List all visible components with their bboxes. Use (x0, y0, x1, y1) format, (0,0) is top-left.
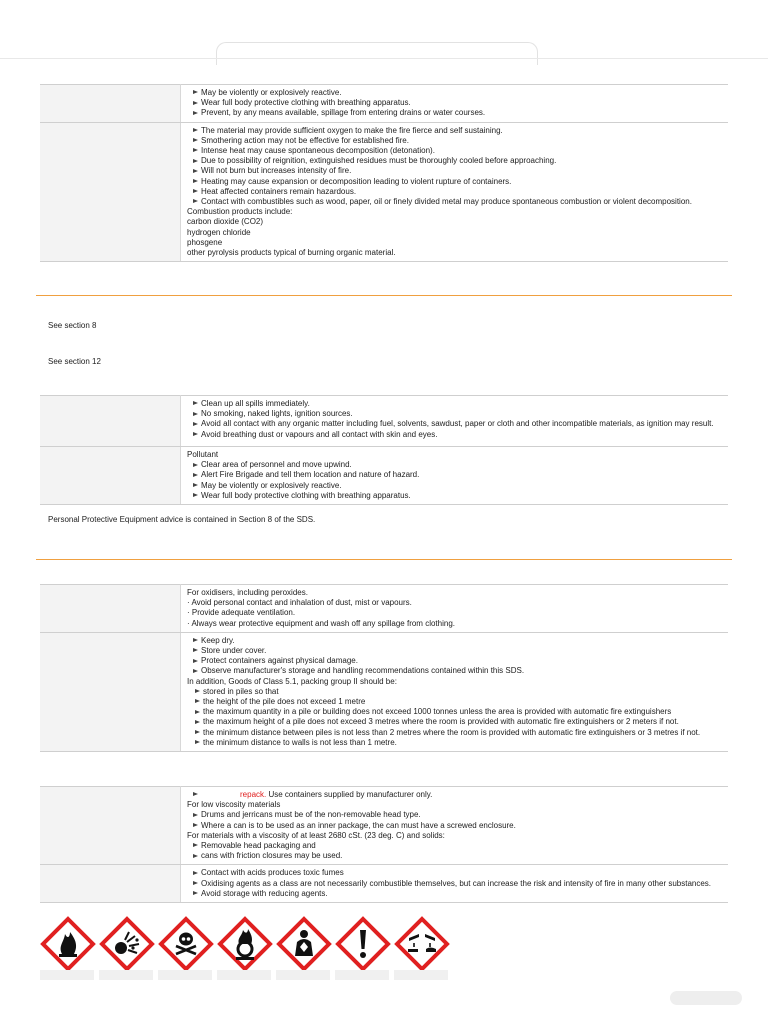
header-tab (216, 42, 538, 65)
list-item: Clean up all spills immediately. (187, 399, 722, 409)
pollutant-label: Pollutant (187, 450, 219, 459)
header-divider (0, 58, 768, 59)
list-item: Removable head packaging and (187, 841, 722, 851)
list-item: stored in piles so that (189, 687, 722, 697)
row-label-cell (40, 122, 181, 262)
page-indicator[interactable] (670, 991, 742, 1005)
fire-row-2 (40, 122, 728, 262)
list-item: Keep dry. (187, 636, 722, 646)
list-item: Wear full body protective clothing with breathing apparatus. (187, 491, 722, 501)
text-line: phosgene (187, 237, 223, 247)
storage-row (40, 632, 728, 751)
list-item: The material may provide sufficient oxygen to make the fire fierce and self sustaining. (187, 126, 722, 136)
repack-warning: repack. (240, 790, 267, 799)
fire-row-1 (40, 85, 728, 123)
list-item: the minimum distance between piles is not less than 2 metres where the room is provided with automatic fire extinguishers or 3 metres if not. (189, 728, 722, 738)
section-divider (36, 295, 732, 296)
list-item: Contact with combustibles such as wood, paper, oil or finely divided metal may produce spontaneous combustion or violent decomposition. (187, 197, 722, 207)
list-item: Due to possibility of reignition, extinguished residues must be thoroughly cooled before approaching. (187, 156, 722, 166)
list-item: May be violently or explosively reactive. (187, 481, 722, 491)
list-item: Prevent, by any means available, spillage from entering drains or water courses. (187, 108, 722, 118)
list-item: Clear area of personnel and move upwind. (187, 460, 722, 470)
ppe-note: Personal Protective Equipment advice is contained in Section 8 of the SDS. (48, 515, 316, 524)
skull-crossbones-icon (158, 916, 214, 972)
pictogram-label (40, 970, 94, 980)
list-item: Avoid breathing dust or vapours and all contact with skin and eyes. (187, 430, 722, 440)
fire-fighting-table (40, 84, 728, 262)
text-line: · Provide adequate ventilation. (187, 608, 296, 618)
list-item: Observe manufacturer's storage and handling recommendations contained within this SDS. (187, 666, 722, 676)
list-item: Contact with acids produces toxic fumes (187, 868, 722, 878)
row-label-cell (40, 632, 181, 751)
containers-table (40, 786, 728, 903)
list-item: repack. Use containers supplied by manufacturer only. (187, 790, 722, 800)
see-section-8-text: See section 8 (48, 321, 97, 330)
pictogram-label (217, 970, 271, 980)
list-item: Heating may cause expansion or decomposition leading to violent rupture of containers. (187, 177, 722, 187)
see-section-12-text: See section 12 (48, 357, 101, 366)
list-item: the maximum height of a pile does not exceed 3 metres where the room is provided with automatic fire extinguishers or 2 meters if not. (189, 717, 722, 727)
text-line: For oxidisers, including peroxides. (187, 588, 308, 597)
major-spills-row (40, 447, 728, 505)
spills-table (40, 395, 728, 505)
list-item: Will not burn but increases intensity of fire. (187, 166, 722, 176)
text-line: hydrogen chloride (187, 227, 251, 237)
list-item: cans with friction closures may be used. (187, 851, 722, 861)
text-line: other pyrolysis products typical of burning organic material. (187, 248, 396, 258)
list-item: Alert Fire Brigade and tell them location and nature of hazard. (187, 470, 722, 480)
list-item: Drums and jerricans must be of the non-removable head type. (187, 810, 722, 820)
minor-spills-row (40, 396, 728, 447)
pictogram-label (158, 970, 212, 980)
text-line: carbon dioxide (CO2) (187, 217, 264, 227)
row-label-cell (40, 585, 181, 633)
list-item: Intense heat may cause spontaneous decomposition (detonation). (187, 146, 722, 156)
list-item: Avoid all contact with any organic matter including fuel, solvents, sawdust, paper or cloth and other incompatible materials, as ignition may result. (187, 419, 722, 429)
list-item: Oxidising agents as a class are not necessarily combustible themselves, but can increase the risk and intensity of fire in many other substances. (187, 879, 722, 889)
storage-intro: In addition, Goods of Class 5.1, packing group II should be: (187, 676, 397, 686)
flame-icon (40, 916, 96, 972)
incompatibility-row (40, 865, 728, 903)
row-label-cell (40, 85, 181, 123)
text-line: Combustion products include: (187, 207, 293, 217)
pictogram-label (394, 970, 448, 980)
row-label-cell (40, 787, 181, 865)
list-item: Protect containers against physical damage. (187, 656, 722, 666)
list-item: No smoking, naked lights, ignition sources. (187, 409, 722, 419)
text-line: · Avoid personal contact and inhalation of dust, mist or vapours. (187, 598, 412, 608)
pictogram-label (335, 970, 389, 980)
containers-row: repack. Use containers supplied by manufacturer only. For low viscosity materials Drums and jerricans must be of the non-removable head type. Where a can is to be used as an inner package, the can must have a screwed enclosure. For materials with a viscosity of at least 2680 cSt. (23 deg. C) and solids: Removable head packaging and cans with friction closures may be used. (40, 787, 728, 865)
exclamation-mark-icon (335, 916, 391, 972)
list-item: the minimum distance to walls is not less than 1 metre. (189, 738, 722, 748)
handling-table (40, 584, 728, 752)
row-label-cell (40, 447, 181, 505)
corrosion-icon (394, 916, 450, 972)
list-item: the height of the pile does not exceed 1 metre (189, 697, 722, 707)
list-item: Store under cover. (187, 646, 722, 656)
row-label-cell (40, 865, 181, 903)
pictogram-label (99, 970, 153, 980)
list-item: Smothering action may not be effective for established fire. (187, 136, 722, 146)
safe-handling-row (40, 585, 728, 633)
row-label-cell (40, 396, 181, 447)
health-hazard-icon (276, 916, 332, 972)
list-item: Wear full body protective clothing with breathing apparatus. (187, 98, 722, 108)
pictogram-label (276, 970, 330, 980)
flame-over-circle-icon (217, 916, 273, 972)
ghs-pictogram-row (40, 916, 452, 972)
exploding-bomb-icon (99, 916, 155, 972)
section-divider (36, 559, 732, 560)
list-item: the maximum quantity in a pile or building does not exceed 1000 tonnes unless the area is provided with automatic fire extinguishers (189, 707, 722, 717)
list-item: Heat affected containers remain hazardous. (187, 187, 722, 197)
list-item: May be violently or explosively reactive. (187, 88, 722, 98)
list-item: Avoid storage with reducing agents. (187, 889, 722, 899)
list-item: Where a can is to be used as an inner package, the can must have a screwed enclosure. (187, 821, 722, 831)
text-line: · Always wear protective equipment and wash off any spillage from clothing. (187, 618, 455, 628)
